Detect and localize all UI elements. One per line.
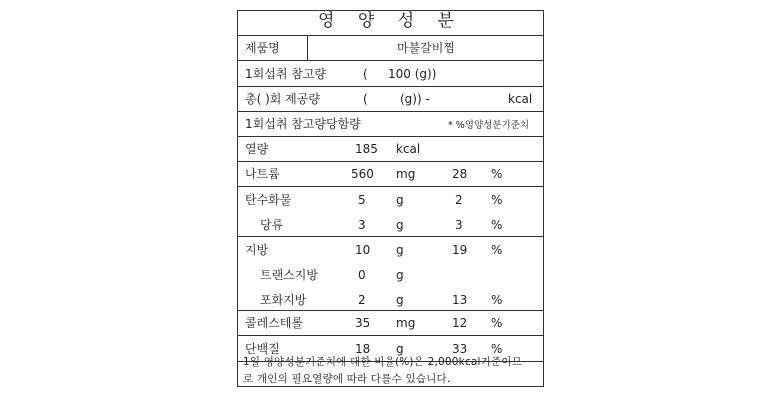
product-divider [307, 36, 308, 60]
nutrient-pct-unit: % [491, 167, 503, 181]
nutrient-row-sodium [238, 162, 543, 187]
nutrient-pct-unit: % [491, 243, 503, 257]
product-row [238, 36, 543, 61]
nutrient-pct-unit: % [491, 193, 503, 207]
nutrient-name: 지방 [245, 243, 269, 257]
nutrient-unit: mg [396, 316, 416, 330]
nutrient-pct-unit: % [491, 293, 503, 307]
total-unit: (g)) - [400, 92, 430, 106]
nutrient-pct-unit: % [491, 218, 503, 232]
daily-value-note: * %영양성분기준치 [448, 120, 530, 131]
nutrient-unit: g [396, 243, 404, 257]
nutrient-name: 열량 [245, 142, 269, 156]
nutrient-amount: 185 [355, 142, 378, 156]
nutrient-unit: g [396, 342, 404, 356]
per-serving-row [238, 112, 543, 137]
per-serving-label: 1회섭취 참고량당함량 [245, 117, 361, 131]
nutrient-unit: g [396, 268, 404, 282]
nutrient-name: 탄수화물 [245, 193, 292, 207]
nutrient-amount: 3 [358, 218, 366, 232]
serving-label: 1회섭취 참고량 [245, 67, 327, 81]
nutrient-amount: 10 [355, 243, 371, 257]
footnote-line-2: 로 개인의 필요열량에 따라 다를수 있습니다. [243, 373, 451, 385]
nutrient-unit: kcal [396, 142, 421, 156]
nutrient-unit: g [396, 218, 404, 232]
nutrient-pct-unit: % [491, 342, 503, 356]
nutrient-amount: 560 [351, 167, 374, 181]
total-label: 총( )회 제공량 [245, 92, 320, 106]
nutrient-name: 나트륨 [245, 167, 280, 181]
serving-row [238, 61, 543, 87]
nutrient-row-cholesterol [238, 311, 543, 336]
product-name: 마불갈비찜 [397, 41, 455, 55]
serving-open-paren: ( [363, 67, 368, 81]
product-label: 제품명 [245, 41, 280, 55]
nutrient-pct: 13 [452, 293, 468, 307]
nutrient-pct: 19 [452, 243, 468, 257]
nutrient-pct-unit: % [491, 316, 503, 330]
nutrient-pct: 28 [452, 167, 468, 181]
nutrient-unit: g [396, 293, 404, 307]
nutrition-facts-label [237, 10, 544, 387]
footnote-line-1: 1일 영양성분기준치에 대한 비율(%)은 2,000kcal기준이므 [243, 356, 523, 368]
carbohydrate-group [238, 187, 543, 237]
nutrient-amount: 18 [355, 342, 371, 356]
total-kcal: kcal [508, 92, 533, 106]
title-row [238, 11, 543, 36]
nutrient-name: 당류 [260, 218, 284, 232]
label-title: 영 양 성 분 [318, 11, 463, 31]
nutrient-name: 단백질 [245, 342, 280, 356]
nutrient-name: 포화지방 [260, 293, 307, 307]
serving-value: 100 (g)) [388, 67, 437, 81]
nutrient-pct: 12 [452, 316, 468, 330]
nutrient-amount: 0 [358, 268, 366, 282]
nutrient-row-energy [238, 137, 543, 162]
nutrient-name: 트랜스지방 [260, 268, 318, 282]
nutrient-name: 콜레스테롤 [245, 316, 303, 330]
nutrient-amount: 5 [358, 193, 366, 207]
nutrient-pct: 2 [455, 193, 463, 207]
total-open-paren: ( [363, 92, 368, 106]
fat-group [238, 237, 543, 311]
total-row [238, 87, 543, 112]
nutrient-amount: 35 [355, 316, 371, 330]
nutrient-unit: g [396, 193, 404, 207]
nutrient-amount: 2 [358, 293, 366, 307]
nutrient-pct: 3 [455, 218, 463, 232]
nutrient-pct: 33 [452, 342, 468, 356]
nutrient-unit: mg [396, 167, 416, 181]
